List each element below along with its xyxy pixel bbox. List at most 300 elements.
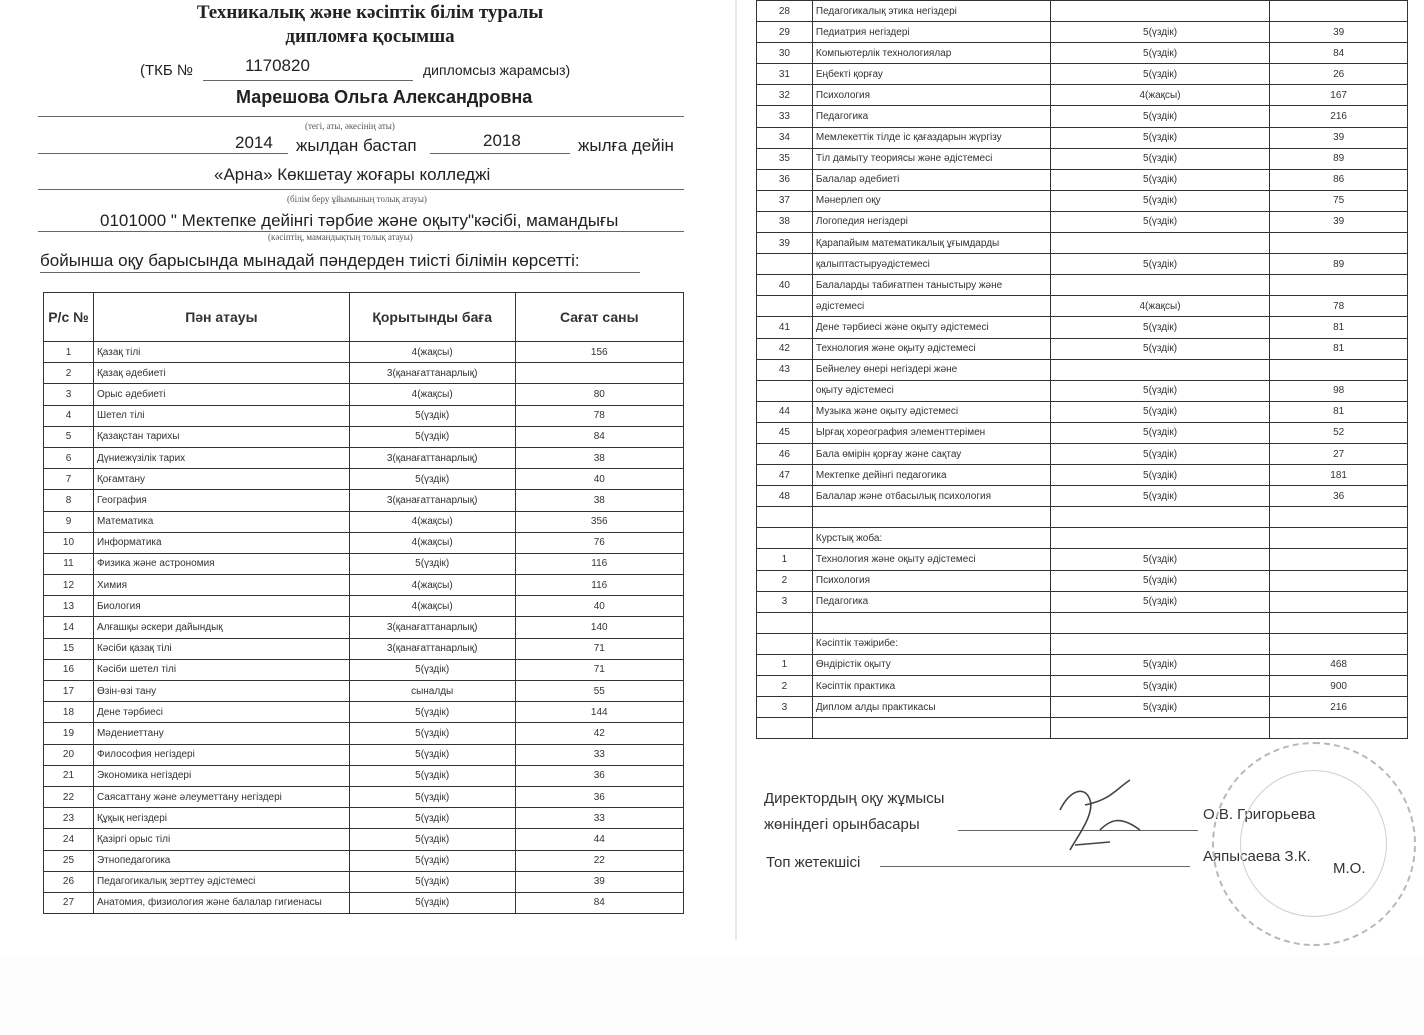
- row-grade: 4(жақсы): [1050, 296, 1270, 317]
- table-row: [757, 275, 1408, 296]
- row-number: 3: [757, 697, 813, 718]
- row-hours: [1270, 549, 1408, 570]
- table-row: [757, 443, 1408, 464]
- row-subject: Балалар және отбасылық психология: [812, 486, 1050, 507]
- row-subject: әдістемесі: [812, 296, 1050, 317]
- table-row: [757, 718, 1408, 739]
- row-number: 45: [757, 422, 813, 443]
- row-hours: 22: [515, 850, 683, 871]
- table-row: [757, 211, 1408, 232]
- table-row: [757, 654, 1408, 675]
- row-hours: 98: [1270, 380, 1408, 401]
- row-number: 2: [757, 676, 813, 697]
- table-row: [44, 850, 684, 871]
- row-grade: 5(үздік): [1050, 465, 1270, 486]
- row-subject: Биология: [93, 596, 349, 617]
- row-subject: Философия негіздері: [93, 744, 349, 765]
- row-subject: Математика: [93, 511, 349, 532]
- institution-name: «Арна» Көкшетау жоғары колледжі: [214, 165, 491, 184]
- table-row: [757, 148, 1408, 169]
- table-row: [44, 871, 684, 892]
- row-hours: 86: [1270, 169, 1408, 190]
- table-row: [757, 1, 1408, 22]
- row-hours: 78: [515, 405, 683, 426]
- row-subject: Қазақ әдебиеті: [93, 363, 349, 384]
- row-grade: 4(жақсы): [349, 596, 515, 617]
- row-subject: Педагогика: [812, 591, 1050, 612]
- row-number: 40: [757, 275, 813, 296]
- table-row: [757, 591, 1408, 612]
- row-grade: 5(үздік): [1050, 380, 1270, 401]
- row-subject: Орыс әдебиеті: [93, 384, 349, 405]
- diploma-number-underline: [203, 80, 413, 81]
- document-title-line2: дипломға қосымша: [285, 26, 455, 47]
- row-number: 1: [757, 549, 813, 570]
- row-subject: Диплом алды практикасы: [812, 697, 1050, 718]
- row-number: 19: [44, 723, 94, 744]
- row-subject: Психология: [812, 570, 1050, 591]
- row-grade: [1050, 718, 1270, 739]
- row-hours: 36: [515, 765, 683, 786]
- row-subject: Информатика: [93, 532, 349, 553]
- table-row: [757, 64, 1408, 85]
- row-hours: 40: [515, 596, 683, 617]
- row-grade: 3(қанағаттанарлық): [349, 617, 515, 638]
- page-fold: [735, 0, 737, 940]
- table-row: [757, 633, 1408, 654]
- year-to-underline: [430, 153, 570, 154]
- row-number: 30: [757, 43, 813, 64]
- row-grade: [1050, 1, 1270, 22]
- row-number: [757, 612, 813, 633]
- table-row: [757, 106, 1408, 127]
- invalid-note: дипломсыз жарамсыз): [423, 62, 571, 78]
- table-row: [757, 570, 1408, 591]
- row-grade: 5(үздік): [1050, 22, 1270, 43]
- row-grade: [1050, 633, 1270, 654]
- row-hours: 33: [515, 744, 683, 765]
- table-row: [757, 43, 1408, 64]
- row-number: 26: [44, 871, 94, 892]
- row-number: 7: [44, 469, 94, 490]
- row-number: 10: [44, 532, 94, 553]
- row-number: [757, 380, 813, 401]
- row-grade: [1050, 528, 1270, 549]
- table-row: [757, 359, 1408, 380]
- row-subject: Педагогика: [812, 106, 1050, 127]
- row-number: 20: [44, 744, 94, 765]
- row-subject: Дене тәрбиесі және оқыту әдістемесі: [812, 317, 1050, 338]
- row-grade: 5(үздік): [1050, 127, 1270, 148]
- seal-place: М.О.: [1333, 860, 1366, 877]
- row-number: 23: [44, 808, 94, 829]
- row-subject: Педагогикалық зерттеу әдістемесі: [93, 871, 349, 892]
- row-hours: 71: [515, 659, 683, 680]
- row-subject: Қоғамтану: [93, 469, 349, 490]
- row-number: 32: [757, 85, 813, 106]
- row-grade: [1050, 507, 1270, 528]
- supervisor-signature-line: [880, 866, 1190, 867]
- diploma-number: 1170820: [245, 56, 310, 75]
- row-grade: 5(үздік): [349, 744, 515, 765]
- row-number: [757, 296, 813, 317]
- row-hours: 80: [515, 384, 683, 405]
- from-label: жылдан бастап: [296, 136, 417, 155]
- row-subject: Бейнелеу өнері негіздері және: [812, 359, 1050, 380]
- row-grade: 5(үздік): [1050, 697, 1270, 718]
- row-subject: Тіл дамыту теориясы және әдістемесі: [812, 148, 1050, 169]
- row-hours: 156: [515, 342, 683, 363]
- deputy-title-line1: Директордың оқу жұмысы: [764, 790, 945, 807]
- row-grade: 4(жақсы): [1050, 85, 1270, 106]
- row-grade: 5(үздік): [1050, 549, 1270, 570]
- row-hours: 89: [1270, 254, 1408, 275]
- row-grade: 5(үздік): [1050, 401, 1270, 422]
- name-caption: (тегі, аты, әкесінің аты): [305, 121, 395, 131]
- row-hours: 76: [515, 532, 683, 553]
- row-subject: Педиатрия негіздері: [812, 22, 1050, 43]
- row-grade: 5(үздік): [1050, 443, 1270, 464]
- row-subject: Логопедия негіздері: [812, 211, 1050, 232]
- table-row: [44, 786, 684, 807]
- row-number: 11: [44, 553, 94, 574]
- row-grade: [1050, 612, 1270, 633]
- table-row: [757, 697, 1408, 718]
- year-to: 2018: [483, 131, 521, 150]
- handwritten-signature: [1040, 770, 1150, 860]
- row-grade: 3(қанағаттанарлық): [349, 638, 515, 659]
- row-grade: 4(жақсы): [349, 511, 515, 532]
- row-number: 44: [757, 401, 813, 422]
- row-subject: Химия: [93, 575, 349, 596]
- table-row: [757, 612, 1408, 633]
- row-grade: [1050, 275, 1270, 296]
- table-row: [44, 744, 684, 765]
- table-row: [44, 342, 684, 363]
- row-grade: 5(үздік): [349, 808, 515, 829]
- row-subject: Дене тәрбиесі: [93, 702, 349, 723]
- row-grade: 5(үздік): [349, 405, 515, 426]
- row-grade: 5(үздік): [349, 786, 515, 807]
- row-subject: Дүниежүзілік тарих: [93, 447, 349, 468]
- row-subject: Балаларды табиғатпен таныстыру және: [812, 275, 1050, 296]
- row-grade: 5(үздік): [349, 553, 515, 574]
- to-label: жылға дейін: [578, 136, 674, 155]
- table-row: [44, 405, 684, 426]
- row-grade: 5(үздік): [1050, 254, 1270, 275]
- row-number: 31: [757, 64, 813, 85]
- row-hours: 468: [1270, 654, 1408, 675]
- row-hours: 44: [515, 829, 683, 850]
- row-subject: Кәсіптік практика: [812, 676, 1050, 697]
- row-hours: 181: [1270, 465, 1408, 486]
- row-subject: Ырғақ хореография элементтерімен: [812, 422, 1050, 443]
- row-subject: Мәдениеттану: [93, 723, 349, 744]
- row-subject: Физика және астрономия: [93, 553, 349, 574]
- row-grade: 5(үздік): [1050, 64, 1270, 85]
- row-subject: қалыптастыруәдістемесі: [812, 254, 1050, 275]
- table-row: [757, 317, 1408, 338]
- supervisor-name: Аяпысаева З.К.: [1203, 848, 1311, 865]
- table-row: [44, 596, 684, 617]
- row-number: 46: [757, 443, 813, 464]
- row-subject: Анатомия, физиология және балалар гигиенасы: [93, 892, 349, 913]
- supervisor-label: Топ жетекшісі: [766, 854, 861, 871]
- row-grade: 4(жақсы): [349, 384, 515, 405]
- row-number: 36: [757, 169, 813, 190]
- row-hours: 33: [515, 808, 683, 829]
- row-subject: Еңбекті қорғау: [812, 64, 1050, 85]
- row-hours: 39: [1270, 22, 1408, 43]
- table-row: [44, 384, 684, 405]
- row-grade: 5(үздік): [349, 829, 515, 850]
- table-row: [44, 829, 684, 850]
- table-row: [44, 638, 684, 659]
- year-from-underline: [38, 153, 288, 154]
- row-grade: 3(қанағаттанарлық): [349, 363, 515, 384]
- row-subject: Этнопедагогика: [93, 850, 349, 871]
- row-hours: 36: [515, 786, 683, 807]
- table-row: [757, 465, 1408, 486]
- row-hours: 900: [1270, 676, 1408, 697]
- row-hours: [515, 363, 683, 384]
- institution-underline: [38, 189, 684, 190]
- row-hours: 116: [515, 553, 683, 574]
- row-grade: 5(үздік): [1050, 317, 1270, 338]
- row-hours: 81: [1270, 317, 1408, 338]
- deputy-title-line2: жөніндегі орынбасары: [764, 816, 920, 833]
- row-grade: 5(үздік): [349, 892, 515, 913]
- row-number: 42: [757, 338, 813, 359]
- document-title-line1: Техникалық және кәсіптік білім туралы: [196, 2, 544, 23]
- table-row: [757, 296, 1408, 317]
- row-number: 29: [757, 22, 813, 43]
- row-hours: 71: [515, 638, 683, 659]
- row-hours: 38: [515, 490, 683, 511]
- row-subject: Педагогикалық этика негіздері: [812, 1, 1050, 22]
- row-grade: 5(үздік): [1050, 654, 1270, 675]
- row-hours: 140: [515, 617, 683, 638]
- table-row: [757, 22, 1408, 43]
- row-grade: 5(үздік): [349, 469, 515, 490]
- table-row: [757, 338, 1408, 359]
- row-hours: 55: [515, 681, 683, 702]
- row-number: 9: [44, 511, 94, 532]
- student-name: Марешова Ольга Александровна: [236, 87, 533, 107]
- header-grade: Қорытынды баға: [349, 293, 515, 342]
- row-subject: Кәсіптік тәжірибе:: [812, 633, 1050, 654]
- row-hours: 84: [1270, 43, 1408, 64]
- row-grade: 5(үздік): [1050, 422, 1270, 443]
- row-hours: [1270, 612, 1408, 633]
- row-grade: 5(үздік): [1050, 570, 1270, 591]
- deputy-name: О.В. Григорьева: [1203, 806, 1316, 823]
- table-row: [757, 486, 1408, 507]
- row-hours: 81: [1270, 338, 1408, 359]
- row-number: 27: [44, 892, 94, 913]
- row-subject: Құқық негіздері: [93, 808, 349, 829]
- row-grade: 5(үздік): [349, 426, 515, 447]
- row-hours: 52: [1270, 422, 1408, 443]
- row-hours: 84: [515, 892, 683, 913]
- row-number: 15: [44, 638, 94, 659]
- row-subject: Экономика негіздері: [93, 765, 349, 786]
- row-number: 37: [757, 190, 813, 211]
- row-subject: [812, 612, 1050, 633]
- row-hours: [1270, 359, 1408, 380]
- table-row: [44, 426, 684, 447]
- row-hours: 81: [1270, 401, 1408, 422]
- row-number: 14: [44, 617, 94, 638]
- row-grade: сыналды: [349, 681, 515, 702]
- table-row: [44, 532, 684, 553]
- row-subject: [812, 507, 1050, 528]
- header-hours: Сағат саны: [515, 293, 683, 342]
- row-hours: 144: [515, 702, 683, 723]
- row-grade: 5(үздік): [349, 765, 515, 786]
- row-subject: Технология және оқыту әдістемесі: [812, 338, 1050, 359]
- row-grade: 5(үздік): [1050, 148, 1270, 169]
- row-hours: 40: [515, 469, 683, 490]
- table-row: [757, 85, 1408, 106]
- row-grade: 5(үздік): [1050, 338, 1270, 359]
- grades-table-right: [756, 0, 1408, 739]
- row-grade: 5(үздік): [1050, 169, 1270, 190]
- row-subject: Балалар әдебиеті: [812, 169, 1050, 190]
- name-underline: [38, 116, 684, 117]
- row-hours: 116: [515, 575, 683, 596]
- row-grade: 5(үздік): [1050, 106, 1270, 127]
- row-subject: Шетел тілі: [93, 405, 349, 426]
- round-stamp-inner: [1240, 770, 1387, 917]
- row-hours: [1270, 233, 1408, 254]
- row-subject: Мектепке дейінгі педагогика: [812, 465, 1050, 486]
- table-row: [44, 702, 684, 723]
- row-number: 43: [757, 359, 813, 380]
- row-grade: 5(үздік): [1050, 190, 1270, 211]
- row-grade: 3(қанағаттанарлық): [349, 447, 515, 468]
- row-number: 35: [757, 148, 813, 169]
- row-subject: Музыка және оқыту әдістемесі: [812, 401, 1050, 422]
- table-row: [757, 254, 1408, 275]
- row-number: 21: [44, 765, 94, 786]
- row-grade: [1050, 233, 1270, 254]
- table-row: [757, 422, 1408, 443]
- row-number: [757, 507, 813, 528]
- row-number: 3: [44, 384, 94, 405]
- row-subject: Қарапайым математикалық ұғымдарды: [812, 233, 1050, 254]
- specialty-caption: (кәсіптің, мамандықтың толық атауы): [268, 232, 413, 242]
- row-subject: Қазақстан тарихы: [93, 426, 349, 447]
- knowledge-underline: [40, 272, 640, 273]
- row-hours: [1270, 718, 1408, 739]
- row-number: 1: [757, 654, 813, 675]
- row-grade: 5(үздік): [349, 702, 515, 723]
- row-hours: [1270, 570, 1408, 591]
- row-subject: Саясаттану және әлеуметтану негіздері: [93, 786, 349, 807]
- row-number: 3: [757, 591, 813, 612]
- row-subject: Психология: [812, 85, 1050, 106]
- row-subject: Өндірістік оқыту: [812, 654, 1050, 675]
- row-subject: оқыту әдістемесі: [812, 380, 1050, 401]
- row-hours: 84: [515, 426, 683, 447]
- row-grade: 5(үздік): [349, 723, 515, 744]
- row-hours: [1270, 528, 1408, 549]
- row-number: 41: [757, 317, 813, 338]
- table-row: [757, 169, 1408, 190]
- row-hours: [1270, 633, 1408, 654]
- row-number: 12: [44, 575, 94, 596]
- row-hours: [1270, 591, 1408, 612]
- row-subject: География: [93, 490, 349, 511]
- row-grade: 5(үздік): [349, 659, 515, 680]
- row-number: 48: [757, 486, 813, 507]
- row-number: 25: [44, 850, 94, 871]
- row-number: [757, 254, 813, 275]
- row-number: 2: [757, 570, 813, 591]
- row-subject: Кәсіби шетел тілі: [93, 659, 349, 680]
- row-hours: 38: [515, 447, 683, 468]
- header-num: Р/с №: [44, 293, 94, 342]
- row-number: 28: [757, 1, 813, 22]
- row-number: 8: [44, 490, 94, 511]
- row-hours: 216: [1270, 697, 1408, 718]
- table-row: [44, 723, 684, 744]
- row-hours: 78: [1270, 296, 1408, 317]
- row-subject: Курстық жоба:: [812, 528, 1050, 549]
- row-hours: 356: [515, 511, 683, 532]
- specialty: 0101000 " Мектепке дейінгі тәрбие және оқыту"кәсібі, мамандығы: [100, 211, 619, 230]
- table-row: [757, 549, 1408, 570]
- row-subject: Өзін-өзі тану: [93, 681, 349, 702]
- row-grade: 5(үздік): [1050, 43, 1270, 64]
- table-row: [44, 553, 684, 574]
- row-number: 24: [44, 829, 94, 850]
- row-subject: Алғашқы әскери дайындық: [93, 617, 349, 638]
- row-number: 18: [44, 702, 94, 723]
- row-subject: Мемлекеттік тілде іс қағаздарын жүргізу: [812, 127, 1050, 148]
- row-hours: 26: [1270, 64, 1408, 85]
- row-hours: 27: [1270, 443, 1408, 464]
- row-number: 33: [757, 106, 813, 127]
- row-number: 16: [44, 659, 94, 680]
- row-number: 5: [44, 426, 94, 447]
- table-row: [44, 681, 684, 702]
- row-subject: Технология және оқыту әдістемесі: [812, 549, 1050, 570]
- row-subject: [812, 718, 1050, 739]
- row-grade: 4(жақсы): [349, 575, 515, 596]
- row-subject: Кәсіби қазақ тілі: [93, 638, 349, 659]
- row-hours: 216: [1270, 106, 1408, 127]
- table-row: [757, 401, 1408, 422]
- table-row: [757, 233, 1408, 254]
- knowledge-line: бойынша оқу барысында мынадай пәндерден тиісті білімін көрсетті:: [40, 251, 580, 270]
- row-hours: 39: [515, 871, 683, 892]
- row-grade: [1050, 359, 1270, 380]
- table-row: [44, 765, 684, 786]
- tkb-label: (ТКБ №: [140, 62, 193, 79]
- row-number: [757, 718, 813, 739]
- row-number: 38: [757, 211, 813, 232]
- row-grade: 5(үздік): [1050, 486, 1270, 507]
- row-hours: 36: [1270, 486, 1408, 507]
- row-hours: 167: [1270, 85, 1408, 106]
- table-row: [44, 447, 684, 468]
- table-row: [44, 575, 684, 596]
- row-grade: 5(үздік): [349, 850, 515, 871]
- row-number: 47: [757, 465, 813, 486]
- table-row: [757, 190, 1408, 211]
